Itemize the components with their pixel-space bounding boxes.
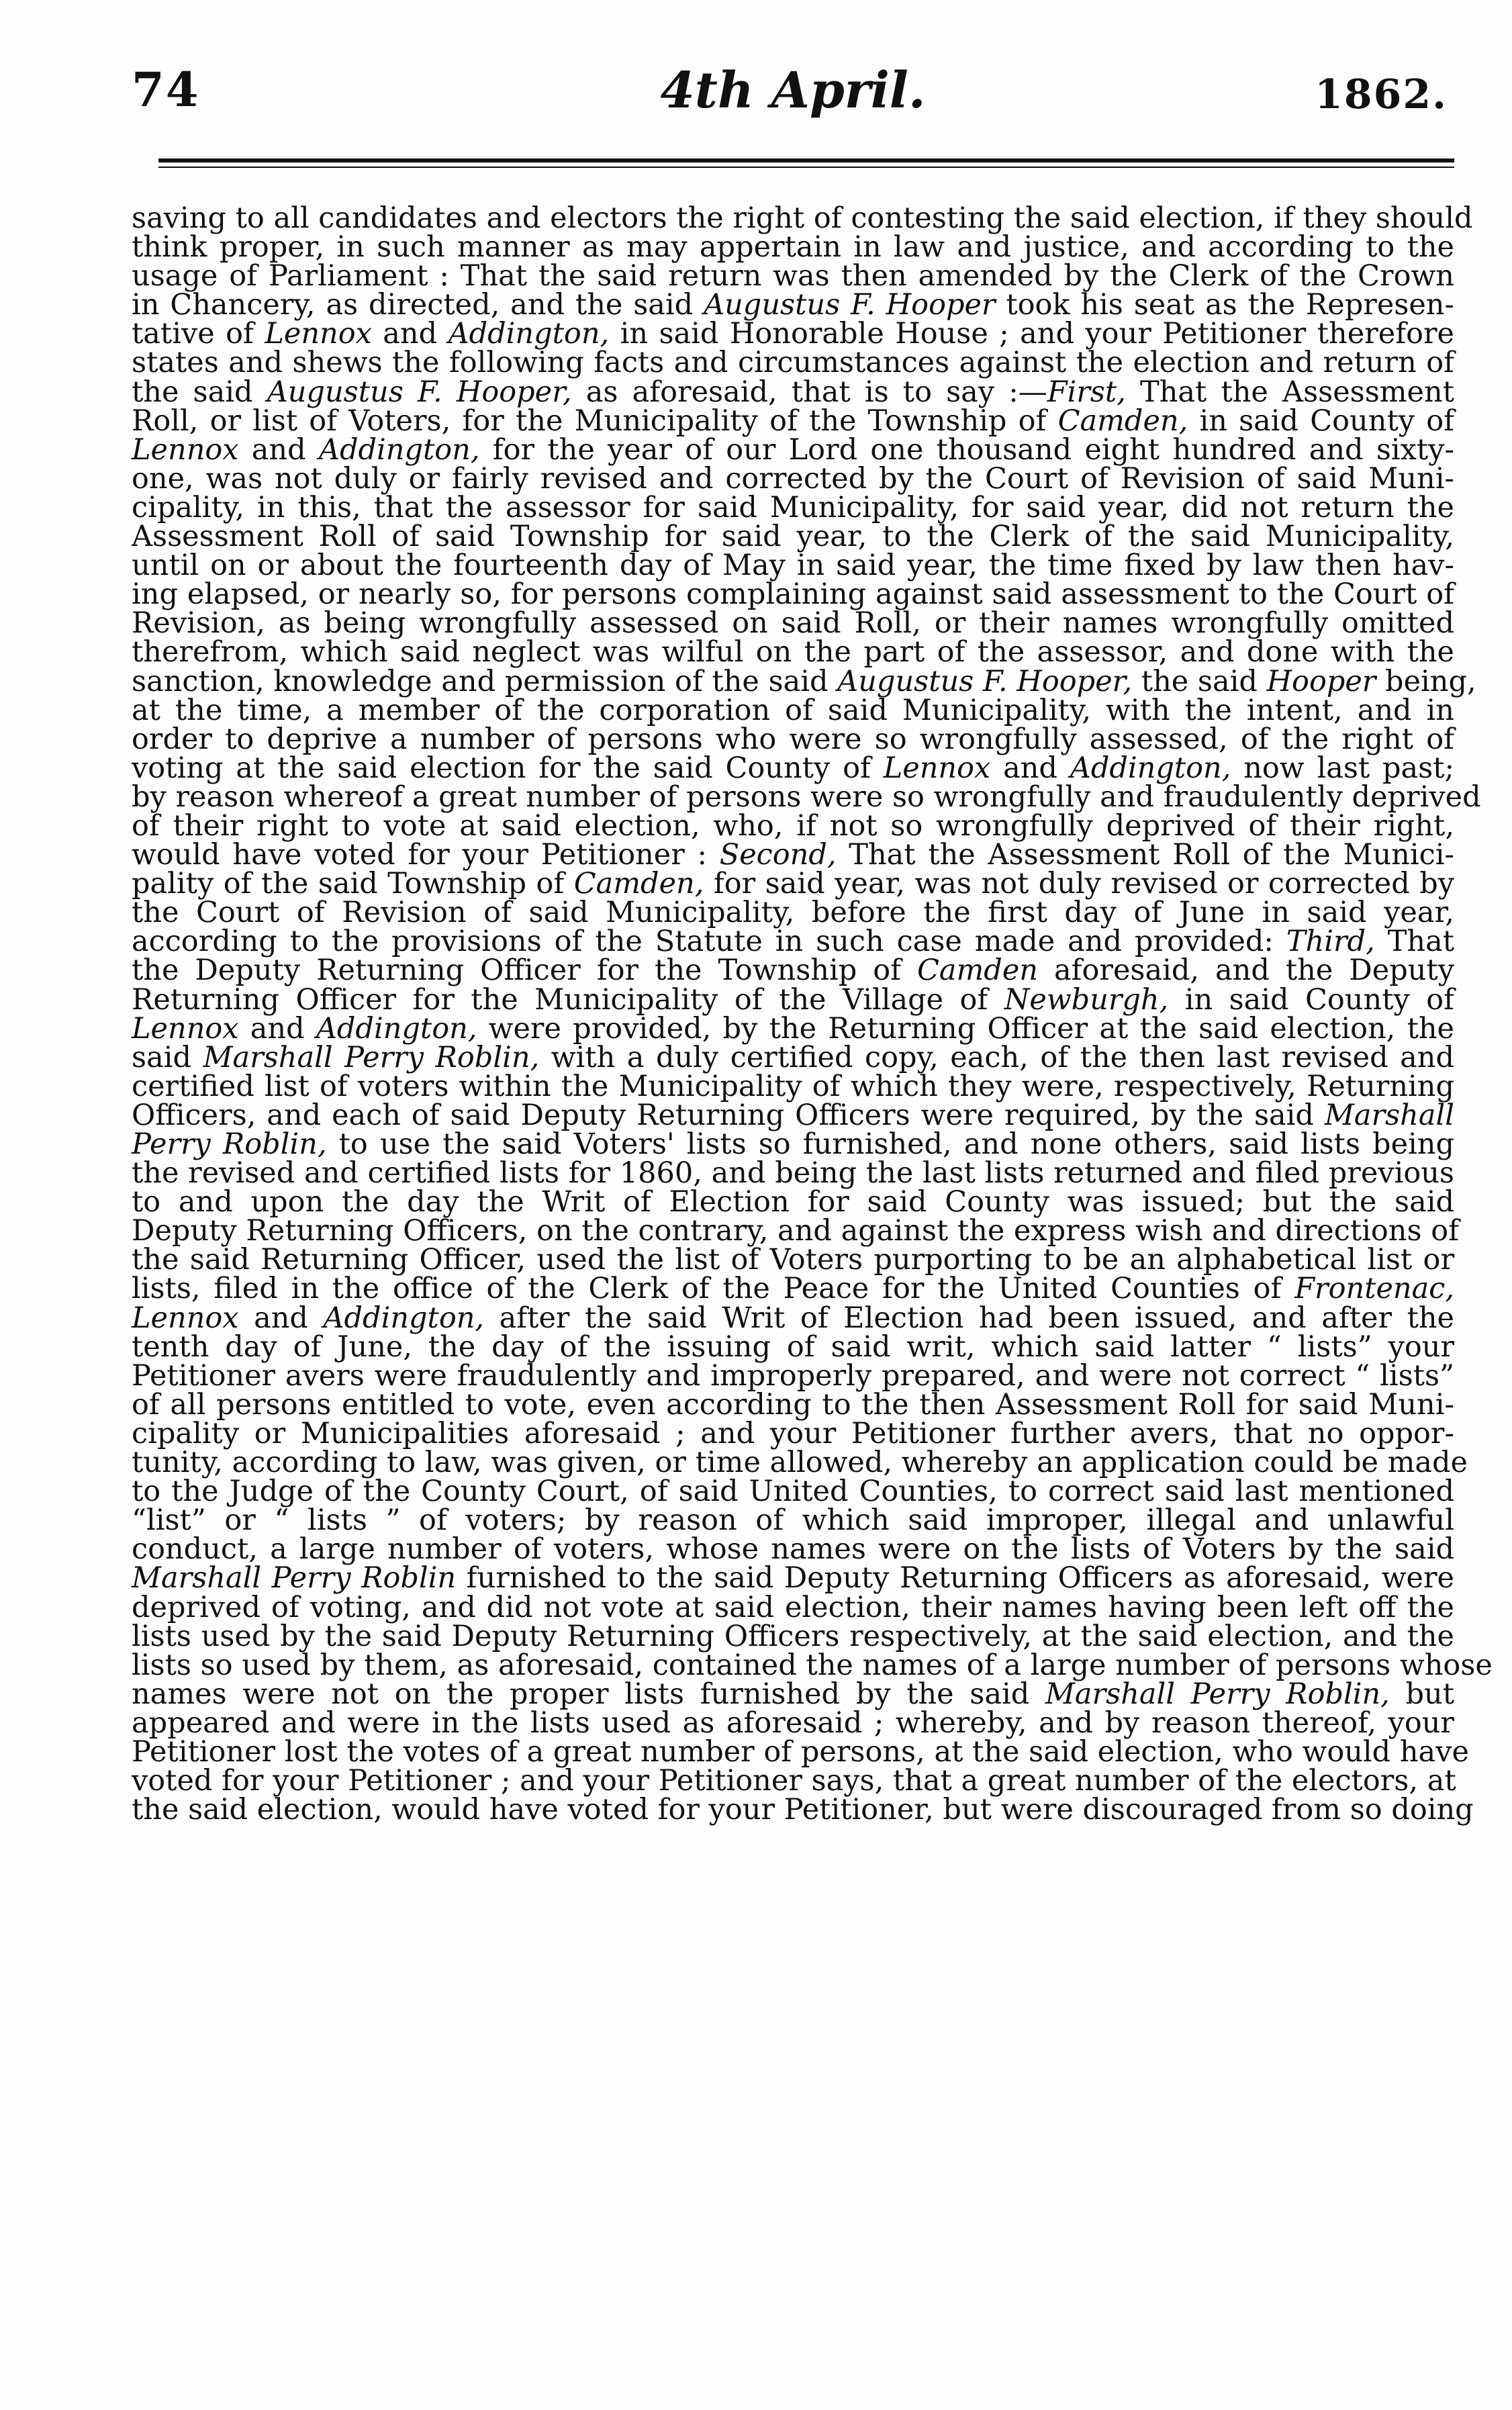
text-line [132,780,1481,814]
text-run: Roll, or list of Voters, for the Municipality of the Township of [132,404,1058,438]
text-run: the said [1132,664,1267,698]
text-run: in said Honorable House ; and your Petitioner therefore [609,317,1454,351]
text-run: to and upon the day the Writ of Election for said County was issued; but the said [132,1185,1454,1219]
text-line [132,317,1454,351]
text-run: cipality or Municipalities aforesaid ; and your Petitioner further avers, that no oppor- [132,1416,1454,1450]
text-run: by reason whereof a great number of persons were so wrongfully and fraudulently deprived [132,780,1481,814]
text-run: therefrom, which said neglect was wilful on the part of the assessor, and done with the [132,635,1454,669]
text-line [132,751,1455,785]
text-run: were provided, by the Returning Officer at the said election, the [477,1011,1454,1046]
text-run: Petitioner lost the votes of a great number of persons, at the said election, who would have [132,1734,1469,1769]
text-run: lists, filed in the office of the Clerk of the Peace for the United Counties of [132,1272,1295,1306]
text-run: and [990,751,1070,785]
text-run: saving to all candidates and electors the right of contesting the said election, if they should [132,201,1473,235]
text-run: lists so used by them, as aforesaid, contained the names of a large number of persons whose [132,1648,1493,1682]
text-line [132,346,1454,380]
text-run: in Chancery, as directed, and the said [132,288,704,322]
text-line [132,259,1454,293]
italic-text: Addington, [323,1301,485,1335]
text-run: That the Assessment Roll of the Munici- [836,838,1454,872]
text-line [132,1387,1454,1422]
text-run: tunity, according to law, was given, or time allowed, whereby an application could be made [132,1446,1468,1480]
italic-text: Augustus F. Hooper [704,288,996,322]
text-run: for said year, was not duly revised or corrected by [704,867,1455,901]
text-run: being, [1376,664,1476,698]
text-line [132,1098,1454,1132]
text-run: but [1389,1677,1454,1711]
text-run: states and shews the following facts and circumstances against the election and return of [132,346,1454,380]
italic-text: Marshall Perry Roblin, [1045,1677,1390,1711]
text-run: “list” or “ lists ” of voters; by reason of which said improper, illegal and unlawful [132,1503,1454,1538]
italic-text: Lennox [132,1301,239,1335]
text-line [132,1677,1454,1711]
text-run: to the Judge of the County Court, of said United Counties, to correct said last mentioned [132,1475,1454,1509]
text-run: of their right to vote at said election, who, if not so wrongfully deprived of their right, [132,808,1454,843]
text-line [132,375,1454,409]
text-run: sanction, knowledge and permission of the said [132,664,838,698]
text-line [132,1185,1454,1219]
text-run: Officers, and each of said Deputy Returning Officers were required, by the said [132,1098,1325,1132]
text-run: names were not on the proper lists furnished by the said [132,1677,1045,1711]
text-run: the said Returning Officer, used the list of Voters purporting to be an alphabetical list or [132,1243,1454,1277]
text-line [132,1734,1469,1769]
text-line [132,1243,1454,1277]
text-line [132,1446,1468,1480]
text-run: order to deprive a number of persons who were so wrongfully assessed, of the right of [132,722,1454,756]
text-run: and [238,1301,324,1335]
text-run: tenth day of June, the day of the issuing of said writ, which said latter “ lists” your [132,1330,1454,1364]
text-line [132,1214,1459,1248]
italic-text: Newburgh, [1004,982,1169,1017]
italic-text: Addington, [318,432,480,467]
italic-text: Addington, [1070,751,1231,785]
text-line [132,664,1476,698]
text-run: conduct, a large number of voters, whose names were on the lists of Voters by the said [132,1532,1454,1567]
text-line [132,925,1454,959]
text-line [132,288,1454,322]
text-line [132,1011,1454,1046]
italic-text: Marshall Perry Roblin [132,1561,457,1595]
text-run: after the said Writ of Election had been issued, and after the [484,1301,1454,1335]
italic-text: Augustus F. Hooper, [837,664,1133,698]
text-line [132,404,1455,438]
text-line [132,722,1454,756]
italic-text: First, [1047,375,1126,409]
text-run: took his seat as the Represen- [995,288,1454,322]
text-line [132,1561,1454,1595]
text-run: furnished to the said Deputy Returning Officers as aforesaid, were [456,1561,1454,1595]
header-rule-thick [158,158,1454,163]
text-line [132,1648,1493,1682]
text-run: pality of the said Township of [132,867,574,901]
text-run: in said County of [1188,404,1455,438]
text-line [132,432,1454,467]
text-run: would have voted for your Petitioner : [132,838,720,872]
text-run: tative of [132,317,265,351]
text-line [132,808,1454,843]
running-year: 1862. [1315,71,1448,118]
italic-text: Frontenac, [1294,1272,1454,1306]
header-rule-thin [158,167,1454,168]
italic-text: Camden, [1057,404,1188,438]
text-run: now last past; [1231,751,1455,785]
text-line [132,490,1454,524]
text-run: according to the provisions of the Statute in such case made and provided: [132,925,1286,959]
text-line [132,1503,1454,1538]
text-line [132,549,1454,583]
text-line [132,1040,1454,1074]
text-run: the revised and certified lists for 1860, and being the last lists returned and filed previous [132,1156,1454,1191]
italic-text: Addington, [316,1011,477,1046]
text-run: Deputy Returning Officers, on the contrary, and against the express wish and directions of [132,1214,1459,1248]
text-line [132,1619,1454,1653]
text-line [132,982,1454,1017]
text-line [132,693,1454,727]
text-run: Revision, as being wrongfully assessed on said Roll, or their names wrongfully omitted [132,606,1454,641]
italic-text: Hooper [1266,664,1376,698]
text-run: usage of Parliament : That the said return was then amended by the Clerk of the Crown [132,259,1454,293]
text-run: in said County of [1168,982,1454,1017]
italic-text: Augustus F. Hooper, [267,375,572,409]
italic-text: Third, [1286,925,1375,959]
text-line [132,1706,1454,1740]
text-line [132,1532,1454,1567]
text-run: the Court of Revision of said Municipality, before the first day of June in said year, [132,896,1454,930]
italic-text: Second, [719,838,837,872]
text-run: That the Assessment [1125,375,1454,409]
text-line [132,1330,1454,1364]
text-run: think proper, in such manner as may appertain in law and justice, and according to the [132,230,1454,265]
text-run: That [1374,925,1454,959]
text-line [132,1416,1454,1450]
text-run: Petitioner avers were fraudulently and improperly prepared, and were not correct “ lists” [132,1358,1454,1393]
text-run: of all persons entitled to vote, even according to the then Assessment Roll for said Muni- [132,1387,1454,1422]
text-run: said [132,1040,203,1074]
text-run: voted for your Petitioner ; and your Petitioner says, that a great number of the electors, at [132,1764,1456,1798]
text-run: one, was not duly or fairly revised and corrected by the Court of Revision of said Muni- [132,461,1454,496]
text-line [132,838,1454,872]
italic-text: Addington, [448,317,610,351]
text-line [132,1358,1454,1393]
text-run: lists used by the said Deputy Returning Officers respectively, at the said election, and the [132,1619,1454,1653]
text-run: the said [132,375,267,409]
text-run: at the time, a member of the corporation of said Municipality, with the intent, and in [132,693,1454,727]
running-title: 4th April. [660,62,926,120]
italic-text: Lennox [265,317,372,351]
text-run: until on or about the fourteenth day of May in said year, the time fixed by law then hav- [132,549,1454,583]
text-line [132,461,1454,496]
text-line [132,867,1455,901]
text-run: ing elapsed, or nearly so, for persons complaining against said assessment to the Court of [132,577,1454,612]
text-line [132,577,1454,612]
italic-text: Marshall Perry Roblin, [203,1040,540,1074]
text-run: to use the said Voters' lists so furnished, and none others, said lists being [326,1127,1454,1161]
text-line [132,1272,1454,1306]
text-run: aforesaid, and the Deputy [1037,954,1454,988]
text-run: the Deputy Returning Officer for the Township of [132,954,917,988]
text-line [132,1156,1454,1191]
text-run: Assessment Roll of said Township for said year, to the Clerk of the said Municipality, [132,520,1454,554]
body-text [132,201,1493,1827]
page-number: 74 [132,62,200,118]
text-run: with a duly certified copy, each, of the then last revised and [539,1040,1454,1074]
text-run: appeared and were in the lists used as aforesaid ; whereby, and by reason thereof, your [132,1706,1454,1740]
italic-text: Perry Roblin, [132,1127,327,1161]
text-line [132,954,1454,988]
text-line [132,230,1454,265]
text-line [132,201,1473,235]
text-line [132,1301,1454,1335]
italic-text: Lennox [132,1011,239,1046]
text-line [132,1764,1456,1798]
text-line [132,896,1454,930]
text-run: as aforesaid, that is to say :— [571,375,1047,409]
text-line [132,635,1454,669]
text-run: deprived of voting, and did not vote at said election, their names having been left off the [132,1590,1454,1624]
text-line [132,1069,1454,1103]
text-run: cipality, in this, that the assessor for said Municipality, for said year, did not return the [132,490,1454,524]
italic-text: Lennox [132,432,239,467]
text-run: and [238,432,319,467]
text-run: voting at the said election for the said County of [132,751,884,785]
italic-text: Camden [917,954,1038,988]
text-line [132,1793,1474,1827]
running-header [132,62,1454,136]
text-line [132,1127,1454,1161]
text-line [132,606,1454,641]
text-line [132,1475,1454,1509]
italic-text: Camden, [573,867,704,901]
italic-text: Marshall [1324,1098,1454,1132]
text-run: the said election, would have voted for your Petitioner, but were discouraged from so doing [132,1793,1474,1827]
text-line [132,1590,1454,1624]
italic-text: Lennox [883,751,991,785]
text-run: and [371,317,448,351]
text-run: for the year of our Lord one thousand eight hundred and sixty- [479,432,1454,467]
text-run: Returning Officer for the Municipality of the Village of [132,982,1004,1017]
text-run: certified list of voters within the Municipality of which they were, respectively, Returning [132,1069,1454,1103]
text-line [132,520,1454,554]
text-run: and [238,1011,316,1046]
